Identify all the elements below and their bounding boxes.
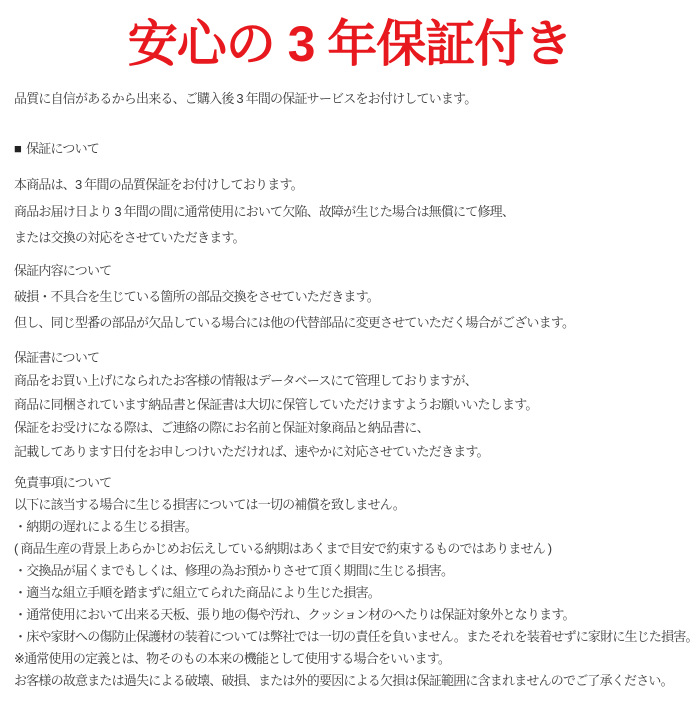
text-line: 本商品は、3 年間の品質保証をお付けしております。 — [14, 177, 303, 192]
intro-text: 品質に自信があるから出来る、ご購入後 3 年間の保証サービスをお付けしています。 — [14, 91, 477, 106]
page-title: 安心の 3 年保証付き — [127, 16, 573, 72]
note-line: ※通常使用の定義とは、物そのもの本来の機能として使用する場合をいいます。 — [14, 651, 451, 666]
disclaimer-paragraph — [14, 472, 698, 692]
warranty-terms-paragraph — [14, 172, 686, 252]
text-line: 但し、同じ型番の部品が欠品している場合には他の代替部品に変更させていただく場合がございます。 — [14, 314, 575, 330]
text-line: 商品に同梱されています納品書と保証書は大切に保管していただけますようお願いいたします。 — [14, 396, 538, 412]
warranty-notice-page — [0, 4, 700, 704]
paragraph-subheading: 保証内容について — [14, 262, 112, 278]
text-line: 商品お届け日より 3 年間の間に通常使用において欠陥、故障が生じた場合は無償にて修理、 — [14, 203, 515, 219]
content-area — [0, 86, 700, 692]
text-line: 商品をお買い上げになられたお客様の情報はデータベースにて管理しておりますが、 — [14, 373, 477, 388]
text-line: または交換の対応をさせていただきます。 — [14, 230, 245, 245]
section-heading-label: 保証について — [26, 141, 100, 156]
text-line: 以下に該当する場合に生じる損害については一切の補償を致しません。 — [14, 497, 405, 512]
list-item: ・適当な組立手順を踏まずに組立てられた商品により生じた損害。 — [14, 585, 381, 600]
list-item: ・納期の遅れによる生じる損害。 — [14, 519, 198, 534]
square-bullet-icon: ■ — [14, 141, 22, 156]
certificate-info-paragraph — [14, 346, 686, 464]
text-line: お客様の故意または過失による破壊、破損、または外的要因による欠損は保証範囲に含まれませんのでご了承ください。 — [14, 673, 673, 688]
text-line: 記載してあります日付をお申しつけいただければ、速やかに対応させていただきます。 — [14, 443, 489, 459]
list-item: ・通常使用において出来る天板、張り地の傷や汚れ、クッション材のへたりは保証対象外となります。 — [14, 607, 575, 622]
list-item: ・交換品が届くまでもしくは、修理の為お預かりさせて頂く期間に生じる損害。 — [14, 563, 454, 578]
list-item: ・床や家財への傷防止保護材の装着については弊社では一切の責任を負いません。またそれを装着せずに家財に生じた損害。 — [14, 629, 698, 644]
paragraph-subheading: 保証書について — [14, 349, 100, 365]
paragraph-subheading: 免責事項について — [14, 475, 112, 490]
coverage-details-paragraph — [14, 258, 686, 336]
text-line: ( 商品生産の背景上あらかじめお伝えしている納期はあくまで目安で約束するものではありません ) — [14, 541, 552, 556]
section-heading-warranty — [14, 136, 686, 162]
text-line: 破損・不具合を生じている箇所の部品交換をさせていただきます。 — [14, 288, 379, 304]
text-line: 保証をお受けになる際は、ご連絡の際にお名前と保証対象商品と納品書に、 — [14, 420, 429, 435]
